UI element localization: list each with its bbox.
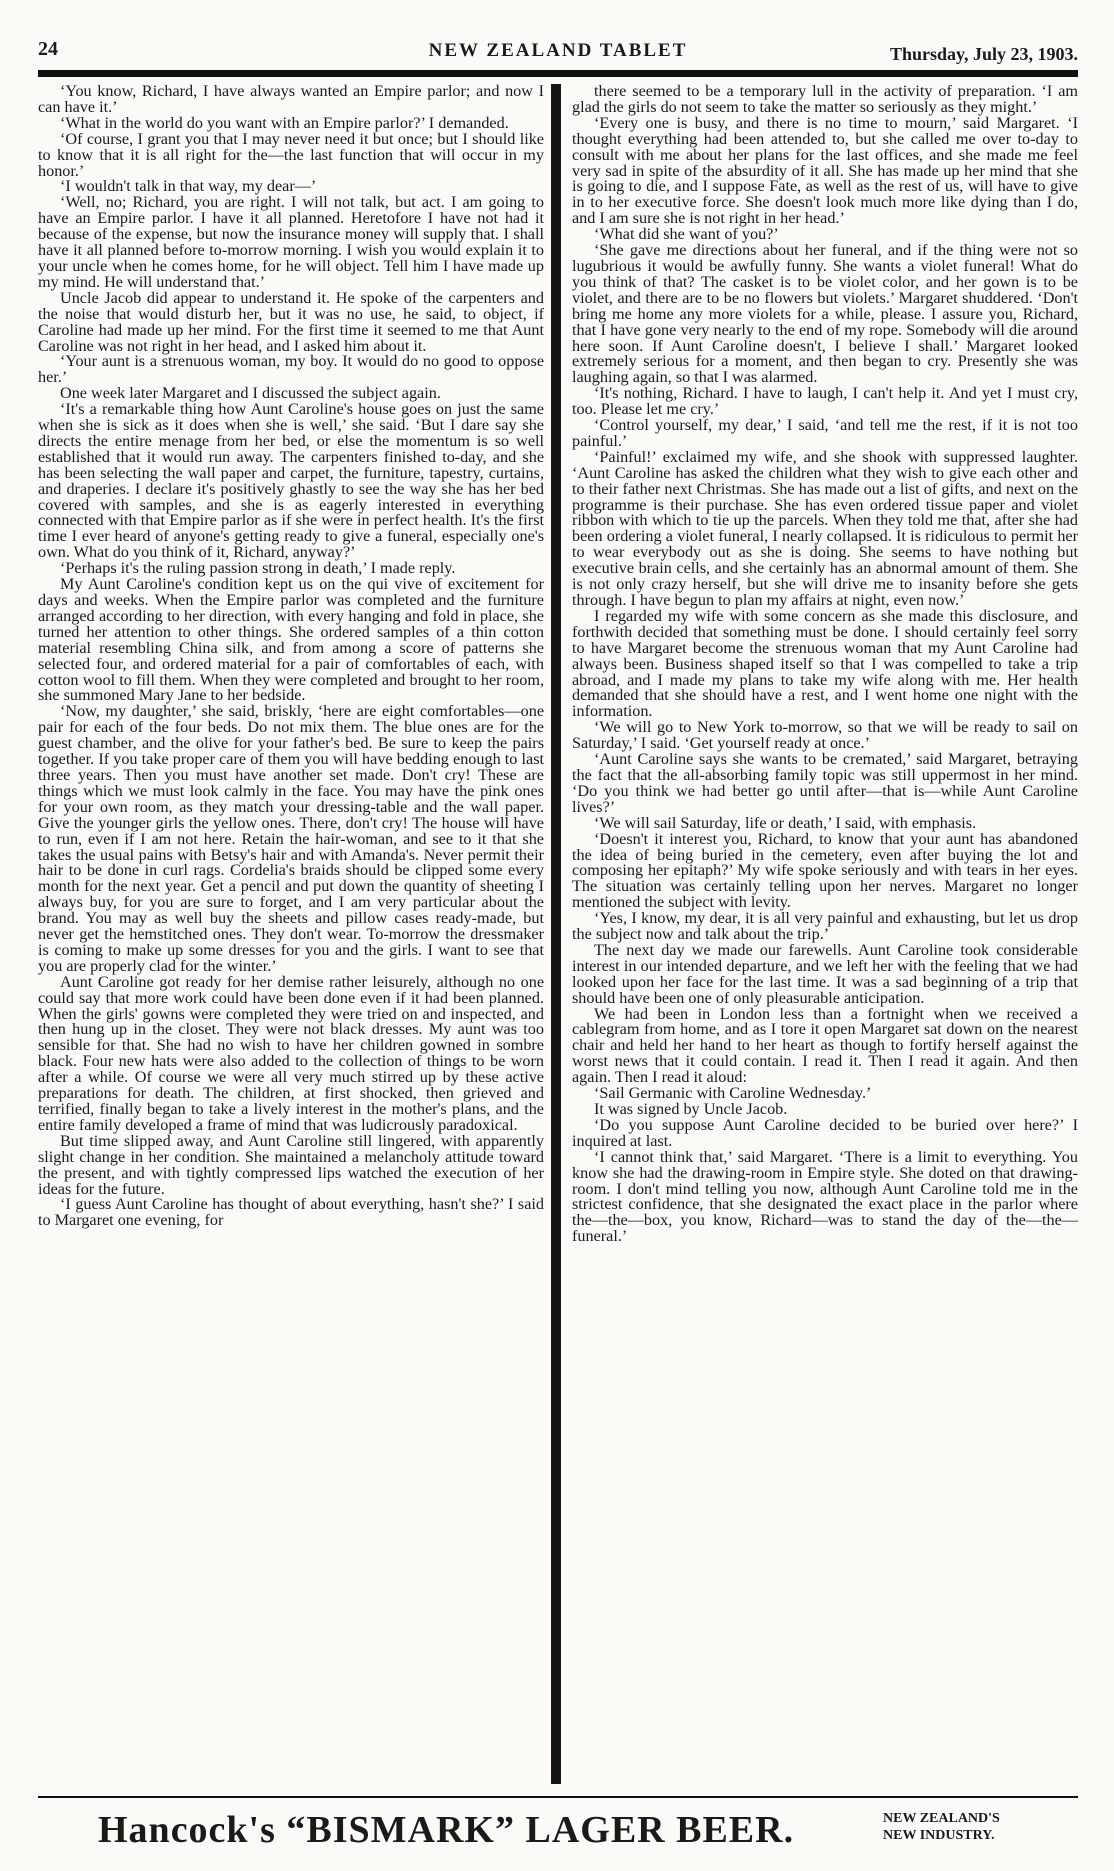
newspaper-title: NEW ZEALAND TABLET [428, 40, 688, 61]
advertisement-tagline [883, 1810, 1000, 1844]
advertisement-tagline-line1: NEW ZEALAND'S [883, 1811, 1000, 1826]
paragraph: Aunt Caroline got ready for her demise rather leisurely, although no one could say that more work could have been done even if it had been planned. When the girls' gowns were completed they were tried on and inspected, and then hung up in the closet. They were not black dresses. My aunt was too sensible for that. She had no wish to have her children gowned in sombre black. Four new hats were also added to the collection of things to be worn after a while. Of course we were all very much stirred up by these active preparations for death. The children, at first shocked, then grieved and terrified, finally began to take a lively interest in the mother's plans, and the entire family developed a frame of mind that was ludicrously paradoxical. [38, 972, 544, 1134]
paragraph: ‘Do you suppose Aunt Caroline decided to be buried over here?’ I inquired at last. [572, 1115, 1078, 1150]
paragraph: ‘Yes, I know, my dear, it is all very painful and exhausting, but let us drop the subject now and talk about the trip.’ [572, 909, 1078, 944]
advertisement-tagline-line2: NEW INDUSTRY. [883, 1828, 995, 1843]
paragraph: ‘You know, Richard, I have always wanted an Empire parlor; and now I can have it.’ [38, 84, 544, 116]
paragraph: ‘I guess Aunt Caroline has thought of about everything, hasn't she?’ I said to Margaret one evening, for [38, 1195, 544, 1230]
paragraph: ‘I wouldn't talk in that way, my dear—’ [60, 177, 317, 196]
paragraph: I regarded my wife with some concern as she made this disclosure, and forthwith decided that something must be done. I should certainly feel sorry to have Margaret become the strenuous woman that my Aunt Caroline had always been. Business shaped itself so that I was compelled to take a trip abroad, and I made my plans to take my wife along with me. Her health demanded that she should have a rest, and I went home one night with the information. [572, 606, 1078, 721]
paragraph: ‘Aunt Caroline says she wants to be cremated,’ said Margaret, betraying the fact that the all-absorbing family topic was still uppermost in her mind. ‘Do you think we had better go until after—that is—while Aunt Caroline lives?’ [572, 750, 1078, 816]
issue-date: Thursday, July 23, 1903. [889, 44, 1078, 64]
paragraph: ‘She gave me directions about her funeral, and if the thing were not so lugubrious it would be awfully funny. She wants a violet funeral! What do you think of that? The casket is to be violet color, and her gown is to be violet, and there are to be no flowers but violets.’ Margaret shuddered. ‘Don't bring me home any more violets for a while, please. I assure you, Richard, that I have gone very nearly to the end of my rope. Somebody will die around here soon. If Aunt Caroline doesn't, I believe I shall.’ Margaret looked extremely serious for a moment, and then began to cry. Presently she was laughing again, so that I was alarmed. [572, 241, 1078, 387]
paragraph: ‘It's nothing, Richard. I have to laugh, I can't help it. And yet I must cry, too. Please let me cry.’ [572, 384, 1078, 419]
page-number: 24 [38, 38, 58, 60]
article-columns [38, 84, 1078, 1784]
header-rule [38, 70, 1078, 77]
paragraph: ‘We will sail Saturday, life or death,’ I said, with emphasis. [594, 813, 977, 832]
paragraph: ‘Control yourself, my dear,’ I said, ‘and tell me the rest, if it is not too painful.’ [572, 416, 1078, 450]
paragraph: ‘Every one is busy, and there is no time to mourn,’ said Margaret. ‘I thought everything had been attended to, but she called me over to-day to consult with me about her plans for the last offices, and she made me feel very sad in spite of the absurdity of it all. She has made up her mind that she is going to die, and I suppose Fate, as well as the rest of us, will have to give in to her executive force. She doesn't look much more like dying than I do, and I am sure she is not right in her head.’ [572, 113, 1078, 228]
paragraph: ‘It's a remarkable thing how Aunt Caroline's house goes on just the same when she is sick as it does when she is well,’ she said. ‘But I dare say she directs the entire menage from her bed, or else the momentum is so well established that it would run away. The carpenters finished to-day, and she has been selecting the wall paper and carpet, the furniture, tapestry, curtains, and draperies. I declare it's positively ghastly to see the way she has her bed covered with samples, and she is as eagerly interested in everything connected with that Empire parlor as if she were in perfect health. It's the first time I ever heard of anyone's getting ready to give a funeral, especially one's own. What do you think of it, Richard, anyway?’ [38, 400, 544, 562]
paragraph: ‘Perhaps it's the ruling passion strong in death,’ I made reply. [60, 559, 456, 578]
paragraph: We had been in London less than a fortnight when we received a cablegram from home, and as I tore it open Margaret sat down on the nearest chair and held her hand to her heart as though to fortify herself against the worst news that it could contain. I read it. Then I read it again. And then again. Then I read it aloud: [572, 1004, 1078, 1087]
column-divider [551, 84, 561, 1784]
paragraph: ‘I cannot think that,’ said Margaret. ‘There is a limit to everything. You know she had the drawing-room in Empire style. She doted on that drawing-room. I don't mind telling you now, although Aunt Caroline told me in the strictest confidence, that she designated the exact place in the parlor where the—the—box, you know, Richard—was to stand the day of the—the—funeral.’ [572, 1147, 1078, 1246]
right-column [572, 84, 1078, 1784]
paragraph: there seemed to be a temporary lull in the activity of preparation. ‘I am glad the girls do not seem to take the matter so seriously as they might.’ [572, 84, 1078, 116]
paragraph: ‘Well, no; Richard, you are right. I will not talk, but act. I am going to have an Empire parlor. I have it all planned. Heretofore I have not had it because of the expense, but now the insurance money will supply that. I shall have it all planned before to-morrow morning. I wish you would explain it to your uncle when he comes home, for he will object. Tell him I have made up my mind. He will understand that.’ [38, 193, 544, 291]
paragraph: ‘Now, my daughter,’ she said, briskly, ‘here are eight comfortables—one pair for each of the four beds. Do not mix them. The blue ones are for the guest chamber, and the olive for your father's bed. Be sure to keep the pairs together. If you take proper care of them you will have bedding enough to last three years. Then you must have another set made. Don't cry! These are things which we must look calmly in the face. You may have the pink ones for your own room, as they match your dressing-table and the wall paper. Give the younger girls the yellow ones. There, don't cry! The house will have to run, even if I am not here. Retain the hair-woman, and see to it that she takes the usual pains with Betsy's hair and with Amanda's. Never permit their hair to be done in curl rags. Cordelia's braids should be clipped some every month for the next year. Get a pencil and put down the quantity of sheeting I always buy, for you are sure to forget, and I am very particular about the brand. You may as well buy the sheets and pillow cases ready-made, but never get the hemstitched ones. They don't wear. To-morrow the dressmaker is coming to make up some dresses for you and the girls. I want to see that you are properly clad for the winter.’ [38, 702, 544, 975]
paragraph: ‘Your aunt is a strenuous woman, my boy. It would do no good to oppose her.’ [38, 352, 544, 387]
page-header [38, 34, 1078, 64]
paragraph: ‘Painful!’ exclaimed my wife, and she shook with suppressed laughter. ‘Aunt Caroline has asked the children what they wish to give each other and to their father next Christmas. She has made out a list of gifts, and next on the programme is their purchase. She has even ordered tissue paper and violet ribbon with which to tie up the parcels. When they told me that, after she had been ordering a violet funeral, I nearly collapsed. It is ridiculous to permit her to wear everybody out as she is doing. She seems to have nothing but executive brain cells, and she certainly has an abnormal amount of them. She is not only crazy herself, but she will drive me to insanity before she gets through. I have begun to plan my affairs at night, even now.’ [572, 447, 1078, 609]
paragraph: One week later Margaret and I discussed the subject again. [60, 384, 441, 403]
left-column [38, 84, 544, 1784]
paragraph: My Aunt Caroline's condition kept us on the qui vive of excitement for days and weeks. When the Empire parlor was completed and the furniture arranged according to her direction, with every hanging and fold in place, she turned her attention to other things. She ordered samples of a thin cotton material resembling China silk, and from among a score of patterns she selected four, and ordered material for a pair of comfortables of each, with cotton wool to fill them. When they were completed and brought to her room, she summoned Mary Jane to her bedside. [38, 575, 544, 705]
paragraph: ‘What in the world do you want with an Empire parlor?’ I demanded. [60, 113, 509, 132]
paragraph: ‘Of course, I grant you that I may never need it but once; but I should like to know that it is all right for the—the last function that will occur in my honor.’ [38, 129, 544, 180]
paragraph: ‘What did she want of you?’ [594, 225, 779, 244]
paragraph: But time slipped away, and Aunt Caroline still lingered, with apparently slight change in her condition. She maintained a melancholy attitude toward the present, and with tightly compressed lips watched the execution of her ideas for the future. [38, 1131, 544, 1198]
advertisement-rule [38, 1796, 1078, 1798]
paragraph: ‘Doesn't it interest you, Richard, to know that your aunt has abandoned the idea of being buried in the cemetery, even after buying the lot and composing her epitaph?’ My wife spoke seriously and with tears in her eyes. The situation was certainly telling upon her nerves. Margaret no longer mentioned the subject with levity. [572, 829, 1078, 912]
paragraph: The next day we made our farewells. Aunt Caroline took considerable interest in our intended departure, and we left her with the feeling that we had looked upon her face for the last time. It was a sad beginning of a trip that should have been one of only pleasurable anticipation. [572, 940, 1078, 1007]
advertisement-banner [38, 1804, 1078, 1864]
paragraph: It was signed by Uncle Jacob. [594, 1100, 788, 1118]
advertisement-headline: Hancock's “BISMARK” LAGER BEER. [98, 1809, 795, 1851]
paragraph: Uncle Jacob did appear to understand it. He spoke of the carpenters and the noise that would disturb her, but it was no use, he said, to object, if Caroline had made up her mind. For the first time it seemed to me that Aunt Caroline was not right in her head, and I asked him about it. [38, 288, 544, 355]
paragraph: ‘Sail Germanic with Caroline Wednesday.’ [594, 1084, 872, 1103]
paragraph: ‘We will go to New York to-morrow, so that we will be ready to sail on Saturday,’ I said. ‘Get yourself ready at once.’ [572, 718, 1078, 753]
